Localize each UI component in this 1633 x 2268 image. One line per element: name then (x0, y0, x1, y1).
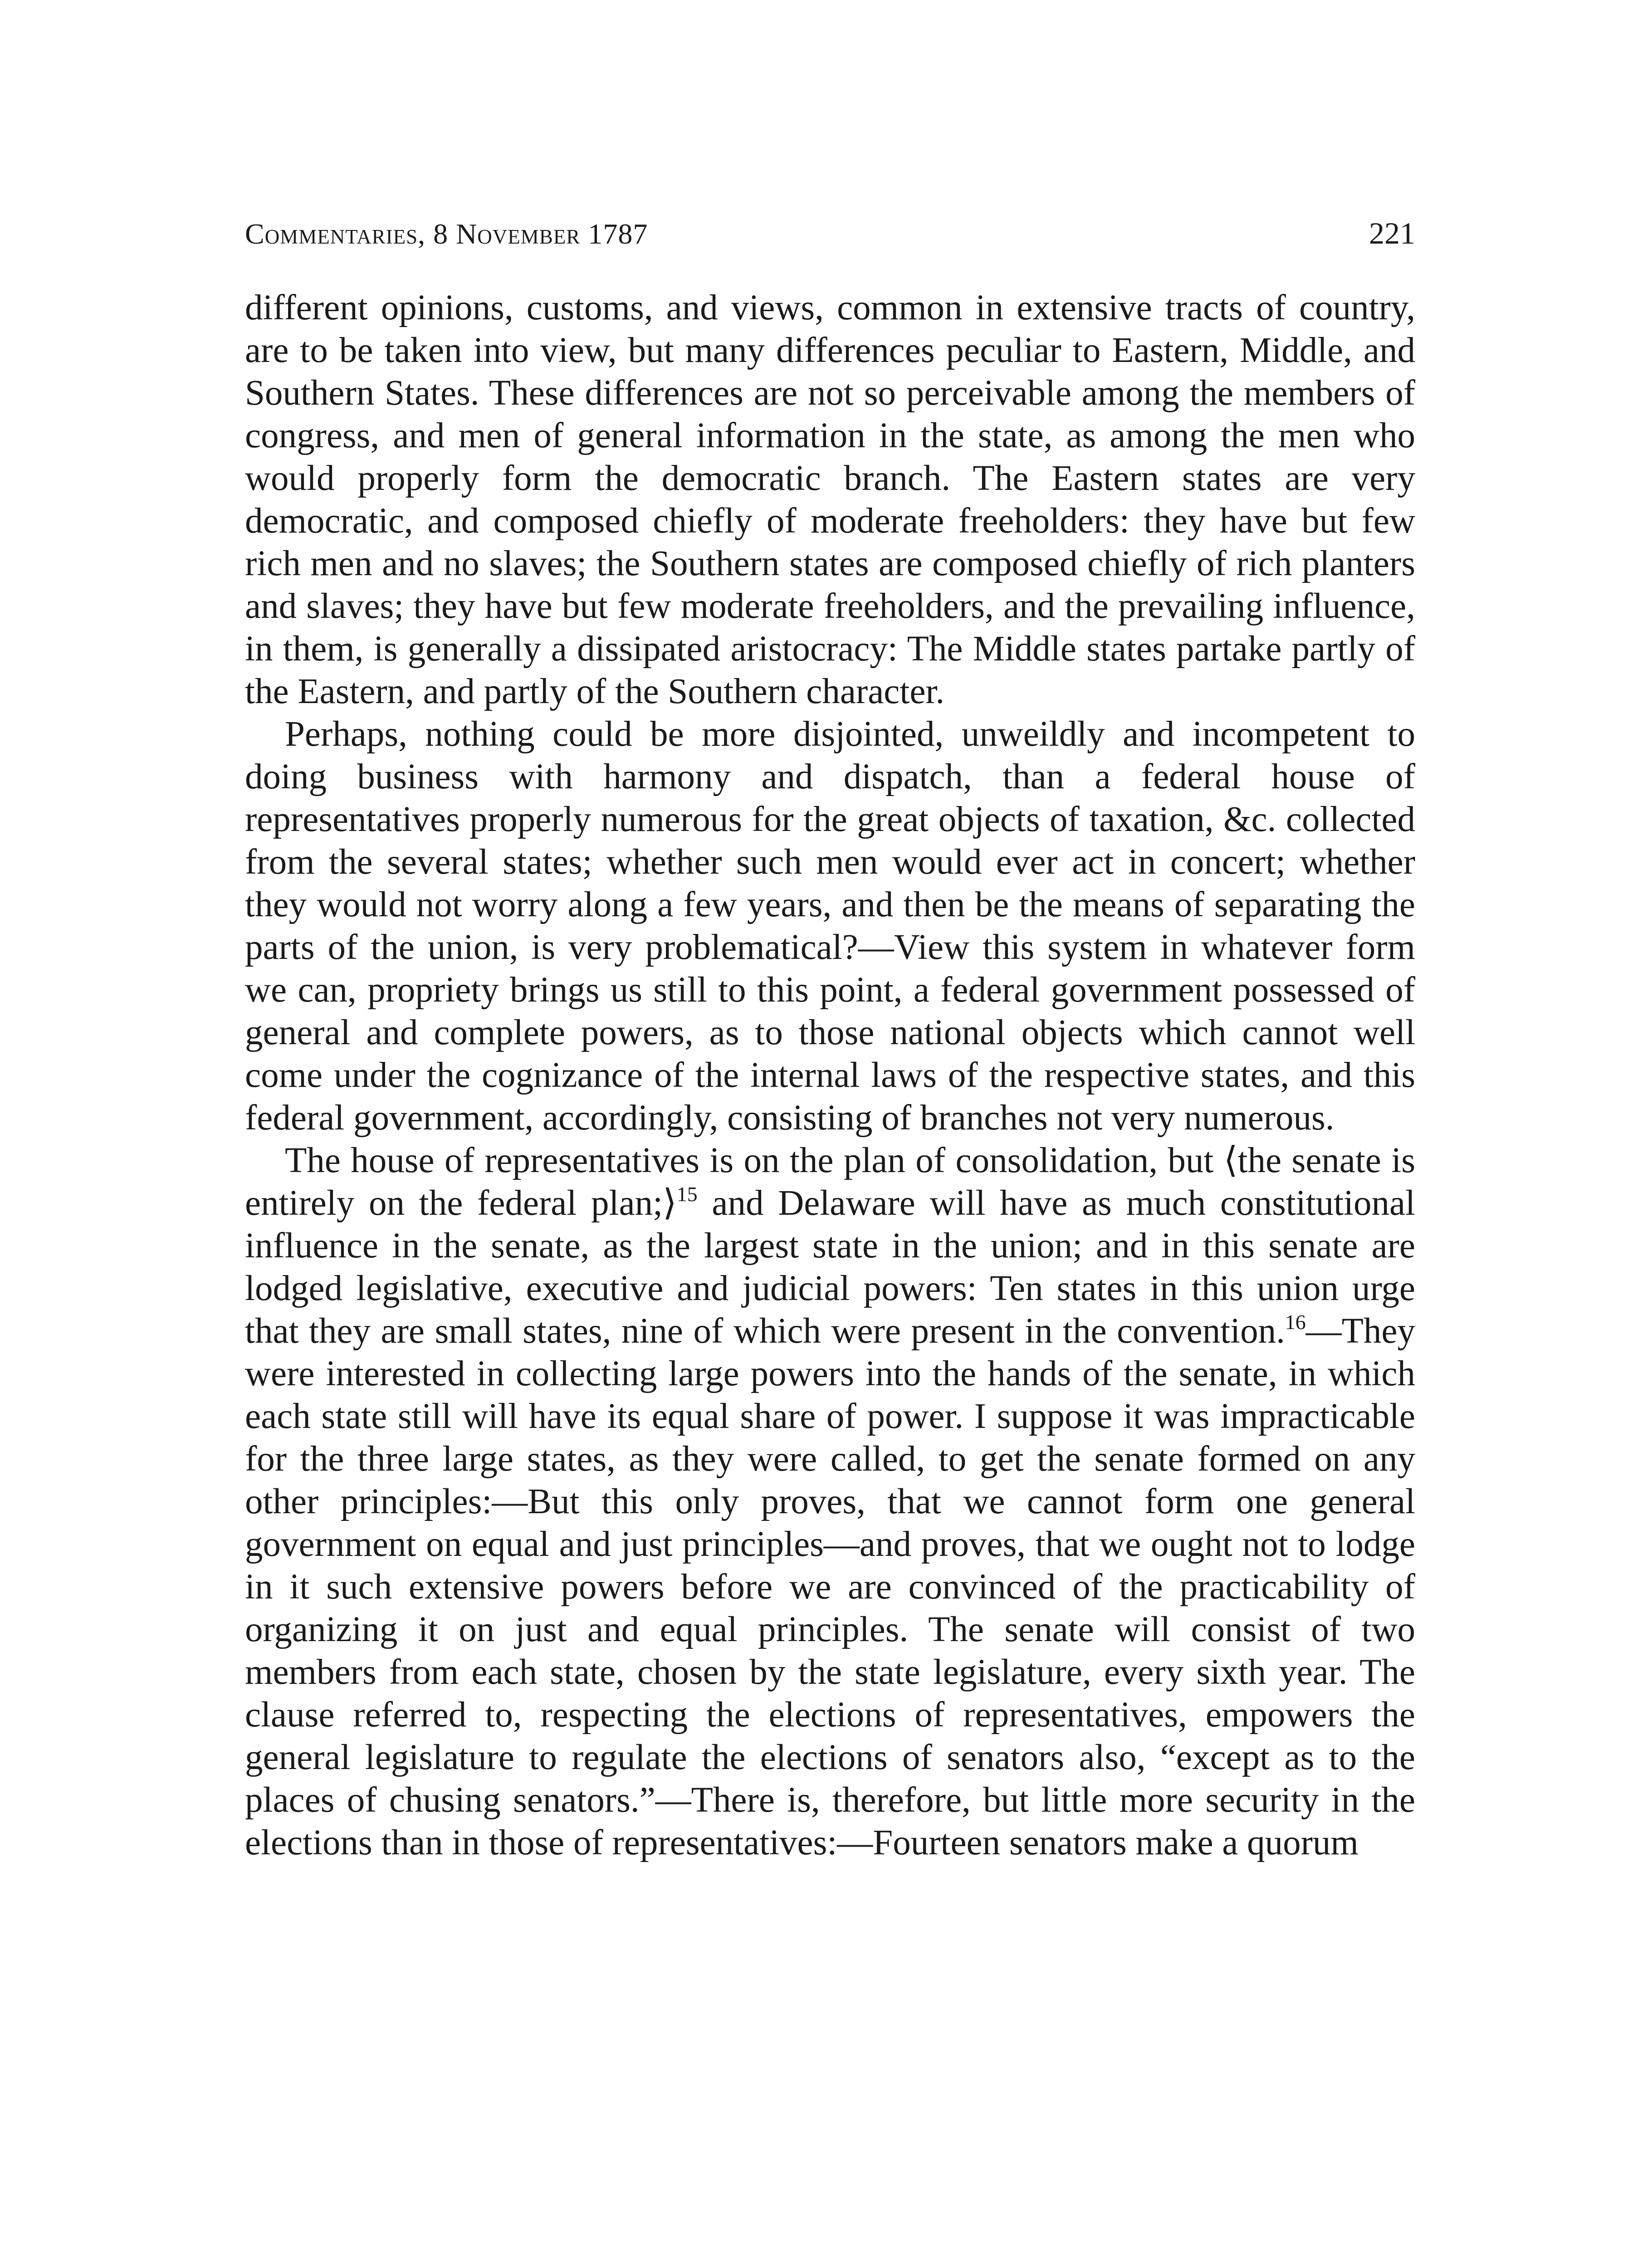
text-segment: Perhaps, nothing could be more disjointed, unweildly and incompetent to doing business with harmony and dispatch, than a federal house of representatives properly numerous for the great objects of taxation, &c. collected from the several states; whether such men would ever act in concert; whether they would not worry along a few years, and then be the means of separating the parts of the union, is very problematical?—View this system in whatever form we can, propriety brings us still to this point, a federal government possessed of general and complete powers, as to those national objects which cannot well come under the cognizance of the internal laws of the respective states, and this federal government, accordingly, consisting of branches not very numerous. (245, 714, 1415, 1138)
body-text (245, 287, 1415, 1864)
text-segment: different opinions, customs, and views, common in extensive tracts of country, are to be taken into view, but many differences peculiar to Eastern, Middle, and Southern States. These differences are not so perceivable among the members of congress, and men of general information in the state, as among the men who would properly form the democratic branch. The Eastern states are very democratic, and composed chiefly of moderate freeholders: they have but few rich men and no slaves; the Southern states are composed chiefly of rich planters and slaves; they have but few moderate freeholders, and the prevailing influence, in them, is generally a dissipated aristocracy: The Middle states partake partly of the Eastern, and partly of the Southern character. (245, 288, 1415, 711)
page-number: 221 (1369, 216, 1415, 250)
text-segment: The house of representatives is on the plan of consolidation, but ⟨the senate is entirely on the federal plan;⟩ (245, 1141, 1415, 1223)
text-segment: —They were interested in collecting large powers into the hands of the senate, in which each state still will have its equal share of power. I suppose it was impracticable for the three large states, as they were called, to get the senate formed on any other principles:—But this only proves, that we cannot form one general government on equal and just principles—and proves, that we ought not to lodge in it such extensive powers before we are convinced of the practicability of organizing it on just and equal principles. The senate will consist of two members from each state, chosen by the state legislature, every sixth year. The clause referred to, respecting the elections of representatives, empowers the general legislature to regulate the elections of senators also, “except as to the places of chusing senators.”—There is, therefore, but little more security in the elections than in those of representatives:—Fourteen senators make a quorum (245, 1311, 1415, 1862)
paragraph-3 (245, 1139, 1415, 1864)
document-page (245, 218, 1415, 1864)
running-head (245, 218, 1415, 249)
paragraph-1 (245, 287, 1415, 713)
running-title: Commentaries, 8 November 1787 (245, 218, 648, 250)
text-segment: and Delaware will have as much constitutional influence in the senate, as the largest state in the union; and in this senate are lodged legislative, executive and judicial powers: Ten states in this union urge that they are small states, nine of which were present in the convention. (245, 1183, 1415, 1351)
footnote-ref-16: 16 (1285, 1310, 1306, 1334)
paragraph-2 (245, 713, 1415, 1139)
footnote-ref-15: 15 (676, 1183, 698, 1206)
